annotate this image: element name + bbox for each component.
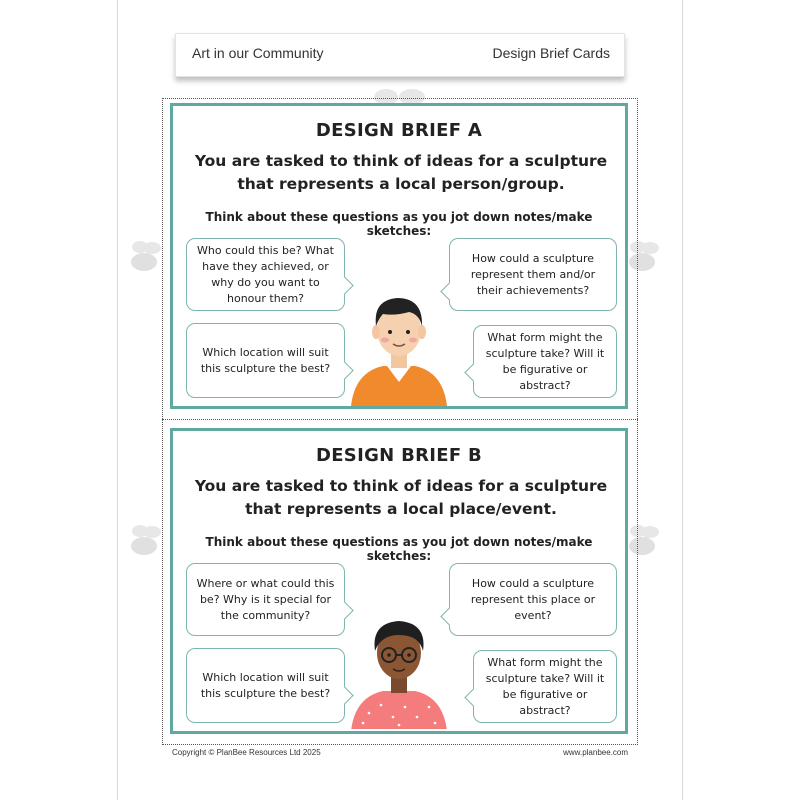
question-text: What form might the sculpture take? Will it be figurative or abstract?	[485, 655, 605, 717]
question-text: How could a sculpture represent this place or event?	[470, 576, 596, 622]
card-title: DESIGN BRIEF A	[315, 120, 483, 141]
question-bubble	[186, 563, 345, 636]
page-header	[175, 33, 625, 77]
question-bubble	[186, 323, 345, 398]
girl-illustration	[343, 609, 455, 729]
card-prompt: Think about these questions as you jot down notes/make sketches:	[205, 210, 593, 238]
question-text: How could a sculpture represent them and/or their achievements?	[470, 251, 596, 297]
card-task: You are tasked to think of ideas for a sculpture that represents a local person/group.	[194, 152, 608, 193]
question-bubble	[186, 238, 345, 311]
question-text: Which location will suit this sculpture the best?	[200, 670, 331, 700]
copyright-text: Copyright © PlanBee Resources Ltd 2025	[172, 748, 321, 757]
question-text: Which location will suit this sculpture the best?	[200, 345, 331, 375]
question-bubble	[186, 648, 345, 723]
website-link[interactable]: www.planbee.com	[563, 748, 628, 757]
design-brief-card-a	[170, 103, 628, 409]
unit-title: Art in our Community	[192, 45, 324, 61]
question-text: What form might the sculpture take? Will it be figurative or abstract?	[485, 330, 605, 392]
boy-illustration	[343, 286, 455, 406]
question-bubble	[473, 650, 617, 723]
question-text: Who could this be? What have they achieved, or why do you want to honour them?	[197, 243, 334, 305]
question-bubble	[473, 325, 617, 398]
question-text: Where or what could this be? Why is it special for the community?	[196, 576, 335, 622]
cut-line	[162, 419, 638, 420]
question-bubble	[449, 238, 617, 311]
resource-title: Design Brief Cards	[492, 45, 610, 61]
design-brief-card-b	[170, 428, 628, 734]
card-task: You are tasked to think of ideas for a sculpture that represents a local place/event.	[194, 477, 608, 518]
card-title: DESIGN BRIEF B	[315, 445, 483, 466]
question-bubble	[449, 563, 617, 636]
card-prompt: Think about these questions as you jot down notes/make sketches:	[205, 535, 593, 563]
